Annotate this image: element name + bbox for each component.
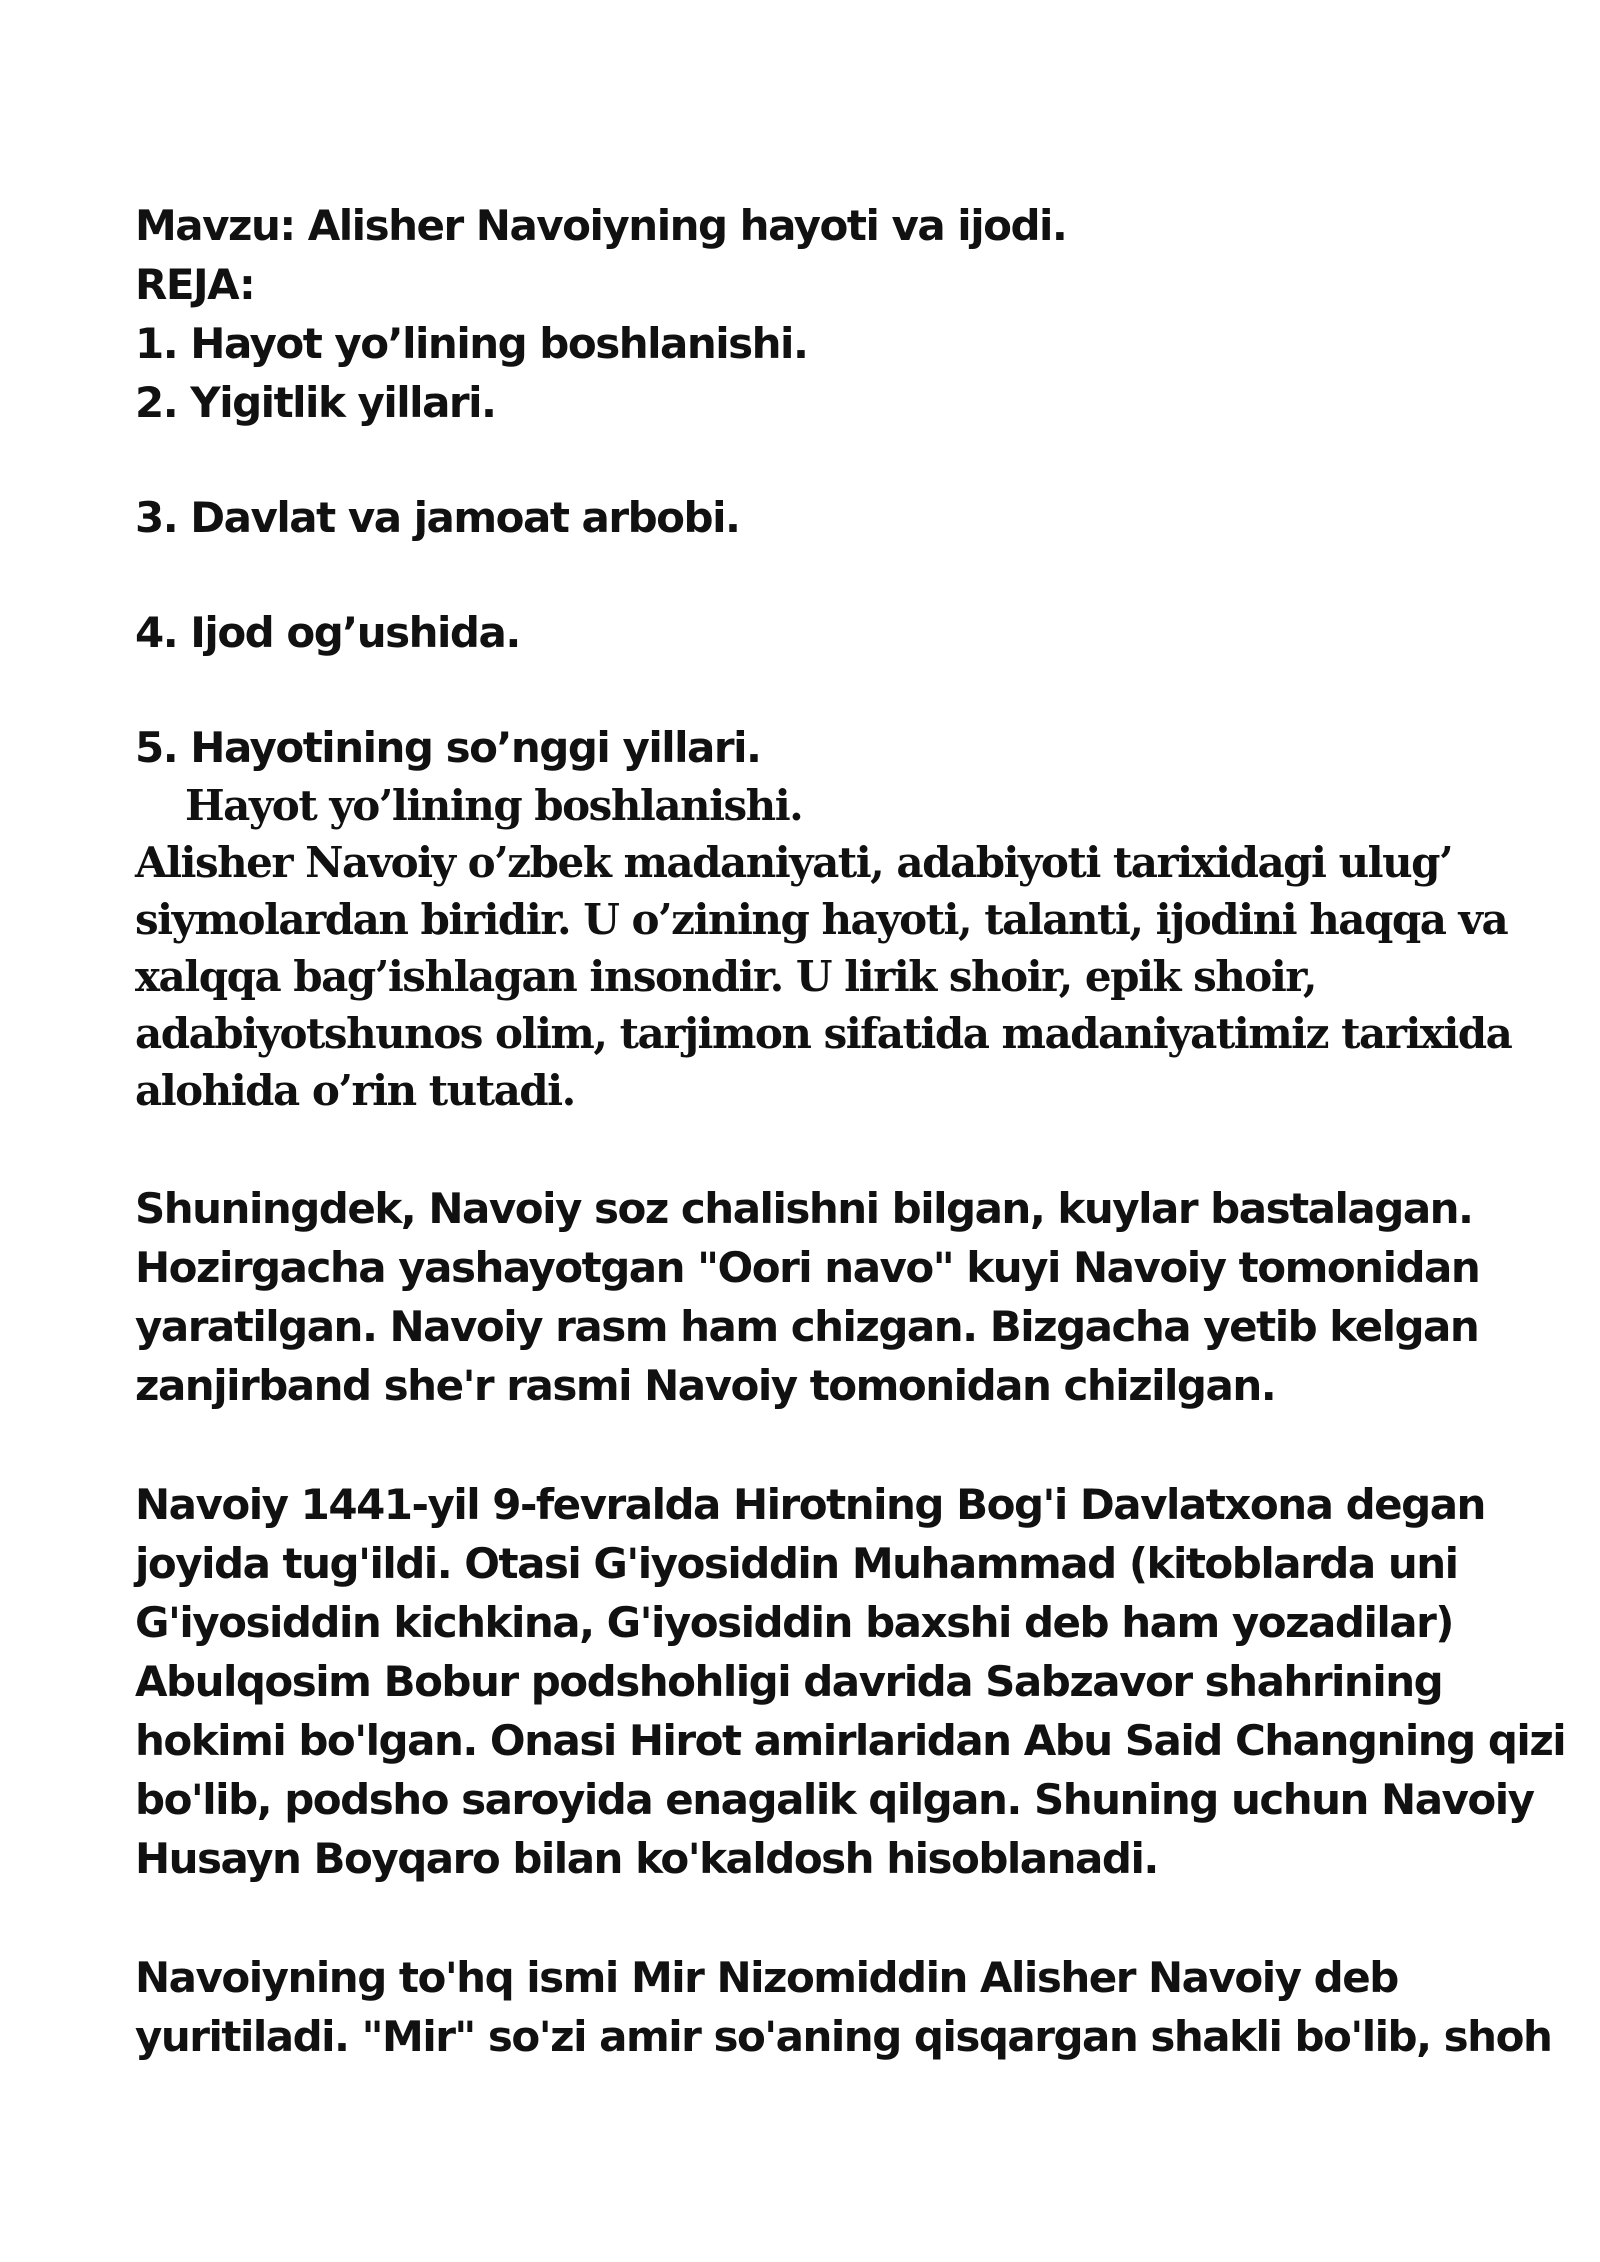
paragraph-line: hokimi bo'lgan. Onasi Hirot amirlaridan Abu Said Changning qizi bbox=[135, 1716, 1566, 1765]
plan-item: 1. Hayot yo’lining boshlanishi. bbox=[135, 319, 808, 368]
paragraph-birth bbox=[135, 1475, 1566, 1888]
document-page bbox=[135, 196, 1566, 2066]
paragraph-line: Hozirgacha yashayotgan "Oori navo" kuyi Navoiy tomonidan bbox=[135, 1243, 1480, 1292]
paragraph-line: G'iyosiddin kichkina, G'iyosiddin baxshi deb ham yozadilar) bbox=[135, 1598, 1453, 1647]
paragraph-line: Shuningdek, Navoiy soz chalishni bilgan, kuylar bastalagan. bbox=[135, 1184, 1473, 1233]
intro-section bbox=[135, 777, 1512, 1119]
paragraph-line: bo'lib, podsho saroyida enagalik qilgan. Shuning uchun Navoiy bbox=[135, 1775, 1534, 1824]
plan-item: 2. Yigitlik yillari. bbox=[135, 378, 496, 427]
plan-item: 3. Davlat va jamoat arbobi. bbox=[135, 493, 740, 542]
paragraph-line: joyida tug'ildi. Otasi G'iyosiddin Muhammad (kitoblarda uni bbox=[135, 1539, 1458, 1588]
paragraph-line: Navoiy 1441-yil 9-fevralda Hirotning Bog'i Davlatxona degan bbox=[135, 1480, 1485, 1529]
paragraph-name bbox=[135, 1948, 1552, 2066]
paragraph-line: Alisher Navoiy o’zbek madaniyati, adabiyoti tarixidagi ulug’ bbox=[135, 838, 1453, 887]
paragraph-line: zanjirband she'r rasmi Navoiy tomonidan chizilgan. bbox=[135, 1361, 1276, 1410]
plan-item: 5. Hayotining so’nggi yillari. bbox=[135, 723, 761, 772]
paragraph-music-art bbox=[135, 1179, 1480, 1415]
paragraph-line: Husayn Boyqaro bilan ko'kaldosh hisoblanadi. bbox=[135, 1834, 1158, 1883]
section-heading: Hayot yo’lining boshlanishi. bbox=[185, 781, 803, 830]
plan-item: 4. Ijod og’ushida. bbox=[135, 608, 520, 657]
paragraph-line: yaratilgan. Navoiy rasm ham chizgan. Bizgacha yetib kelgan bbox=[135, 1302, 1479, 1351]
paragraph-line: xalqqa bag’ishlagan insondir. U lirik shoir, epik shoir, bbox=[135, 952, 1316, 1001]
plan-label: REJA: bbox=[135, 260, 255, 309]
plan-block bbox=[135, 196, 1475, 777]
paragraph-line: Navoiyning to'hq ismi Mir Nizomiddin Alisher Navoiy deb bbox=[135, 1953, 1398, 2002]
paragraph-line: Abulqosim Bobur podshohligi davrida Sabzavor shahrining bbox=[135, 1657, 1443, 1706]
paragraph-line: alohida o’rin tutadi. bbox=[135, 1066, 575, 1115]
paragraph-line: yuritiladi. "Mir" so'zi amir so'aning qisqargan shakli bo'lib, shoh bbox=[135, 2012, 1552, 2061]
paragraph-line: adabiyotshunos olim, tarjimon sifatida madaniyatimiz tarixida bbox=[135, 1009, 1512, 1058]
topic-title: Mavzu: Alisher Navoiyning hayoti va ijodi. bbox=[135, 201, 1067, 250]
paragraph-line: siymolardan biridir. U o’zining hayoti, talanti, ijodini haqqa va bbox=[135, 895, 1508, 944]
